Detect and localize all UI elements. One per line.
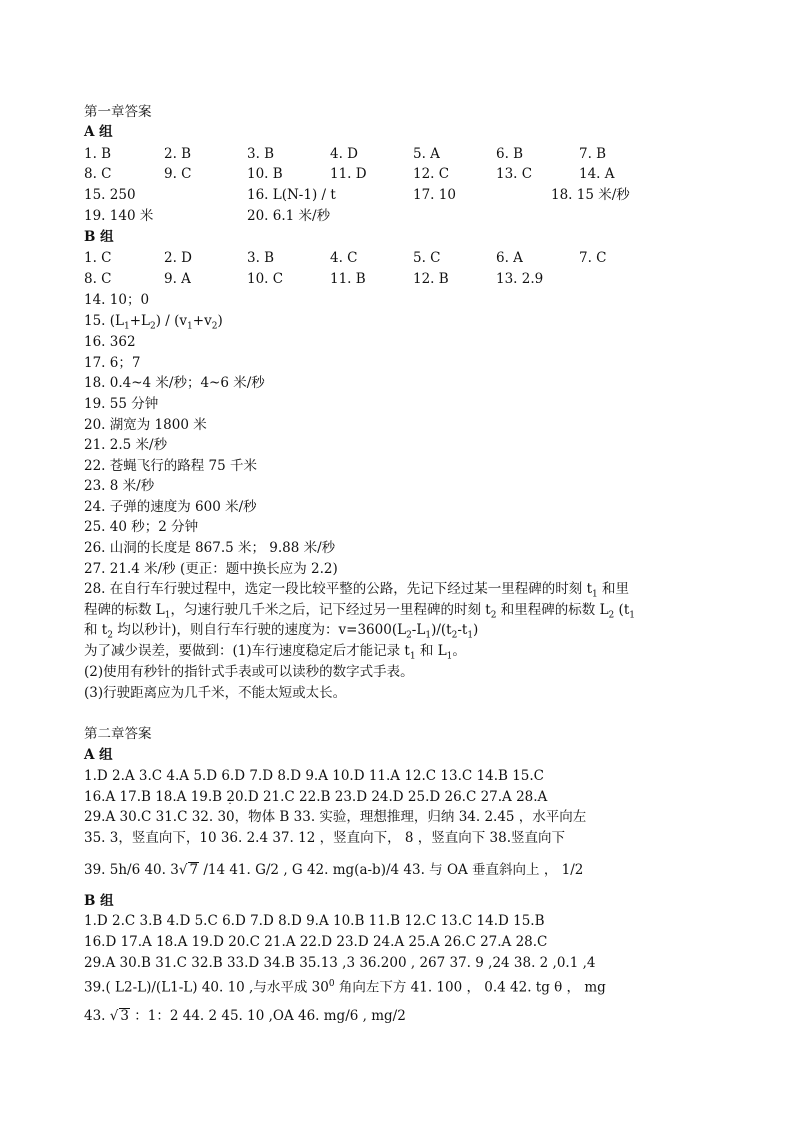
answer-line: 26. 山洞的长度是 867.5 米； 9.88 米/秒 [84,540,336,556]
answer-item: 17. 10 [413,187,456,203]
answer-item: 1. B [84,146,112,162]
answer-item: 5. A [413,146,440,162]
answer-item: 15. 250 [84,187,136,203]
answer-line: 22. 苍蝇飞行的路程 75 千米 [84,458,258,474]
answer-line: 19. 55 分钟 [84,396,159,412]
answer-item: 6. A [496,250,523,266]
answer-line: 15. $(L_1+L_2) / (v_1+v_2)$ [84,313,223,332]
answer-line: 14. 10；0 [84,292,150,308]
answer-paragraph: (3)行驶距离应为几千米，不能太短或太长。 [84,685,347,701]
answer-item: 7. C [579,250,607,266]
answer-line: 20. 湖宽为 1800 米 [84,417,207,433]
answer-item: 11. B [330,271,366,287]
answer-line: 24. 子弹的速度为 600 米/秒 [84,499,257,515]
answer-item: 5. C [413,250,441,266]
chapter2-title: 第二章答案 [84,726,152,742]
answer-item: 13. 2.9 [496,271,544,287]
answer-line: 29.A 30.C 31.C 32. 30 ˙，物体 B 33. 实验，理想推理，归纳 34. 2.45 ，水平向左 [84,809,586,825]
answer-line: 43. √ 3 ：1：2 44. 2 45. 10 ,OA 46. mg/6 , mg/2 [84,1008,406,1024]
answer-line: 1.D 2.C 3.B 4.D 5.C 6.D 7.D 8.D 9.A 10.B 11.B 12.C 13.C 14.D 15.B [84,913,545,929]
answer-item: 10. C [247,271,284,287]
answer-item: 9. C [164,166,192,182]
answer-item: 12. C [413,166,450,182]
answer-line: 29.A 30.B 31.C 32.B 33.D 34.B 35.13 ,3 36.200 , 267 37. 9 ,24 38. 2 ,0.1 ,4 [84,955,596,971]
answer-line: 16.D 17.A 18.A 19.D 20.C 21.A 22.D 23.D 24.A 25.A 26.C 27.A 28.C [84,934,548,950]
answer-line: 16.A 17.B 18.A 19.B 20.D 21.C 22.B 23.D 24.D 25.D 26.C 27.A 28.A [84,789,548,805]
answer-item: 1. C [84,250,112,266]
answer-item: 4. D [330,146,358,162]
answer-item: 16. L(N-1) / t [247,187,336,203]
answer-line: 16. 362 [84,334,136,350]
answer-line: 17. 6；7 [84,355,141,371]
ch2-groupB-heading: B 组 [84,893,114,909]
answer-item: 13. C [496,166,533,182]
answer-item: 11. D [330,166,367,182]
answer-item: 2. B [164,146,192,162]
answer-item: 8. C [84,271,112,287]
answer-item: 14. A [579,166,615,182]
answer-line: 35. 3，竖直向下，10 36. 2.4 37. 12 ，竖直向下， 8 ，竖直向下 38.竖直向下 [84,830,566,846]
answer-item: 3. B [247,146,275,162]
answer-paragraph: 程碑的标数 $L_1$，匀速行驶几千米之后，记下经过另一里程碑的时刻 $t_2$ 和里程碑的标数 $L_2$ ($t_1$ [84,602,635,621]
ch2-groupA-heading: A 组 [84,747,113,763]
ch1-groupA-heading: A 组 [84,124,113,140]
chapter1-title: 第一章答案 [84,104,152,120]
ch1-groupB-heading: B 组 [84,229,114,245]
answer-line: 1.D 2.A 3.C 4.A 5.D 6.D 7.D 8.D 9.A 10.D 11.A 12.C 13.C 14.B 15.C [84,768,544,784]
answer-line: 18. 0.4~4 米/秒；4~6 米/秒 [84,375,265,391]
answer-paragraph: 28. 在自行车行驶过程中，选定一段比较平整的公路，先记下经过某一里程碑的时刻 $t_1$ 和里 [84,581,630,600]
answer-item: 19. 140 米 [84,208,154,224]
answer-line: 23. 8 米/秒 [84,478,155,494]
answer-line: 39.( L2-L)/(L1-L) 40. 10 ,与水平成 $30^0$ 角向左下方 41. 100 ， 0.4 42. tg θ ， mg [84,979,606,996]
answer-paragraph: (2)使用有秒针的指针式手表或可以读秒的数字式手表。 [84,664,414,680]
answer-item: 8. C [84,166,112,182]
answer-item: 10. B [247,166,283,182]
answer-line: 21. 2.5 米/秒 [84,437,168,453]
answer-item: 2. D [164,250,192,266]
answer-item: 20. 6.1 米/秒 [247,208,331,224]
answer-item: 9. A [164,271,191,287]
answer-line: 25. 40 秒；2 分钟 [84,519,199,535]
answer-line: 27. 21.4 米/秒 (更正：题中换长应为 2.2) [84,561,338,577]
answer-paragraph: 和 $t_2$ 均以秒计)，则自行车行驶的速度为：$v=3600(L_2-L_1)/(t_2-t_1)$ [84,622,479,641]
answer-item: 4. C [330,250,358,266]
answer-line: 39. 5h/6 40. 3√ 7 /14 41. G/2 , G 42. mg(a-b)/4 43. 与 OA 垂直斜向上 ， 1/2 [84,862,584,878]
answer-item: 6. B [496,146,524,162]
answer-item: 7. B [579,146,607,162]
answer-item: 18. 15 米/秒 [551,187,630,203]
answer-paragraph: 为了减少误差，要做到：(1)车行速度稳定后才能记录 $t_1$ 和 $L_1$。 [84,643,466,662]
answer-item: 3. B [247,250,275,266]
answer-item: 12. B [413,271,449,287]
